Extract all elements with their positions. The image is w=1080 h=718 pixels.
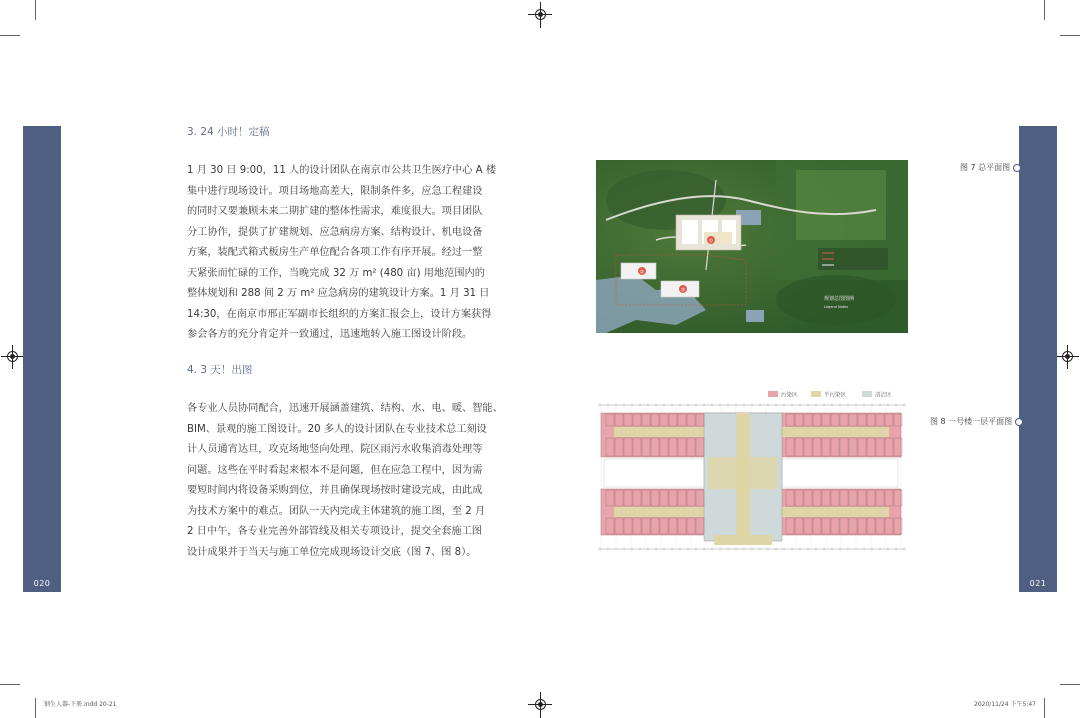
crop-mark <box>1060 35 1080 36</box>
crop-mark <box>1060 684 1080 685</box>
map-legend-title: 规划总图图例 <box>824 296 855 302</box>
map-legend-subtitle: Legend Notes <box>824 305 849 309</box>
paragraph-line: 设计成果并于当天与施工单位完成现场设计交底（图 7、图 8）。 <box>187 546 477 558</box>
floor-plan-image <box>596 389 908 557</box>
plan-legend-contaminated: 污染区 <box>781 392 798 399</box>
section-body-24h <box>187 161 497 346</box>
crop-mark <box>35 698 36 718</box>
map-marker-3: ③ <box>680 287 686 294</box>
map-marker-1: ① <box>708 238 714 245</box>
paragraph-line: 整体规划和 288 间 2 万 m² 应急病房的建筑设计方案。1 月 31 日 <box>187 288 490 299</box>
paragraph-line: BIM、景观的施工图设计。20 多人的设计团队在专业技术总工刻设 <box>187 423 487 435</box>
paragraph-line: 的同时又要兼顾未来二期扩建的整体性需求，难度很大。项目团队 <box>187 206 483 217</box>
crop-mark <box>1044 698 1045 718</box>
left-side-bar <box>23 126 61 592</box>
registration-mark-bottom <box>535 699 546 710</box>
registration-mark-right <box>1062 351 1073 362</box>
registration-mark-left <box>7 351 18 362</box>
registration-mark-top <box>535 9 546 20</box>
paragraph-line: 分工协作，提供了扩建规划、应急病房方案、结构设计、机电设备 <box>187 226 483 238</box>
paragraph-line: 计人员通宵达旦，攻克场地竖向处理、院区雨污水收集消毒处理等 <box>187 444 483 455</box>
crop-mark <box>35 0 36 20</box>
footer-file-info: 钢生人器-下册.indd 20-21 <box>44 701 117 708</box>
paragraph-line: 2 日中午，各专业完善外部管线及相关专项设计，提交全套施工图 <box>187 526 482 537</box>
section-body-3days <box>187 399 503 563</box>
page-number-left: 020 <box>33 579 51 588</box>
paragraph-line: 1 月 30 日 9:00，11 人的设计团队在南京市公共卫生医疗中心 A 楼 <box>187 165 497 176</box>
crop-mark <box>0 35 20 36</box>
crop-mark <box>0 684 20 685</box>
paragraph-line: 为技术方案中的难点。团队一天内完成主体建筑的施工图，至 2 月 <box>187 505 486 517</box>
paragraph-line: 各专业人员协同配合，迅速开展涵盖建筑、结构、水、电、暖、智能、 <box>187 403 503 414</box>
site-master-plan-image <box>596 160 908 333</box>
section-heading-24h: 3. 24 小时！定稿 <box>187 126 270 138</box>
figure-8-caption: 图 8 一号楼一层平面图 <box>930 416 1023 427</box>
plan-legend-semi: 半污染区 <box>824 392 847 399</box>
page-number-right: 021 <box>1029 579 1047 588</box>
paragraph-line: 要短时间内将设备采购到位，并且确保现场按时建设完成，由此成 <box>187 485 483 496</box>
crop-mark <box>1044 0 1045 20</box>
paragraph-line: 14:30，在南京市邢正军副市长组织的方案汇报会上，设计方案获得 <box>187 308 492 320</box>
paragraph-line: 天紧张而忙碌的工作，当晚完成 32 万 m² (480 亩) 用地范围内的 <box>187 267 485 279</box>
section-heading-3days: 4. 3 天！出图 <box>187 364 253 376</box>
plan-legend-clean: 清洁区 <box>875 392 892 399</box>
paragraph-line: 集中进行现场设计。项目场地高差大，限制条件多，应急工程建设 <box>187 185 483 197</box>
right-side-bar <box>1019 126 1057 592</box>
footer-timestamp: 2020/11/24 下午5:47 <box>974 701 1036 708</box>
map-marker-2: ② <box>639 269 645 276</box>
paragraph-line: 方案，装配式箱式板房生产单位配合各项工作有序开展。经过一整 <box>187 247 483 258</box>
figure-7-caption: 图 7 总平面图 <box>960 162 1021 173</box>
paragraph-line: 问题。这些在平时看起来根本不是问题，但在应急工程中，因为需 <box>187 464 483 476</box>
paragraph-line: 参会各方的充分肯定并一致通过，迅速地转入施工图设计阶段。 <box>187 329 473 340</box>
